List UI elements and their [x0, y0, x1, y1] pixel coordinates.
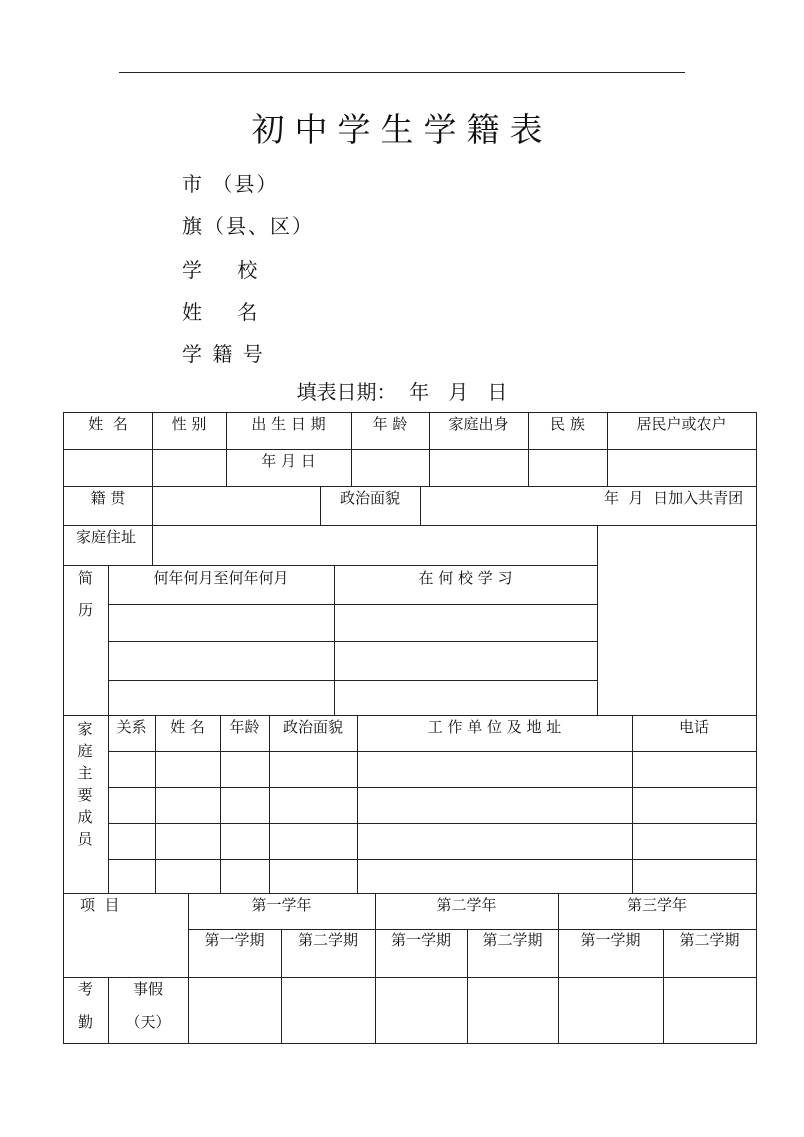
field-student-id: 学 籍 号: [182, 342, 265, 366]
label-attendance-2: 勤: [78, 1013, 94, 1031]
birthdate-value: 年 月 日: [261, 452, 316, 470]
table-grid-line: [188, 893, 189, 1044]
label-days-unit: （天）: [125, 1013, 171, 1031]
header-name: 姓 名: [88, 415, 128, 433]
table-grid-line: [63, 565, 598, 566]
table-grid-line: [756, 412, 757, 1044]
family-header-political: 政治面貌: [282, 718, 343, 736]
table-grid-line: [108, 859, 757, 860]
term-header: 第二学期: [482, 931, 543, 949]
table-grid-line: [375, 893, 376, 1044]
table-grid-line: [63, 525, 757, 526]
table-grid-line: [108, 641, 598, 642]
table-grid-line: [108, 751, 757, 752]
year-1-header: 第一学年: [251, 896, 312, 914]
header-ethnicity: 民 族: [550, 415, 585, 433]
label-home-address: 家庭住址: [76, 528, 137, 546]
league-join-date: 年 月 日加入共青团: [604, 489, 744, 507]
family-header-workplace: 工 作 单 位 及 地 址: [427, 718, 562, 736]
table-grid-line: [63, 449, 757, 450]
label-resume-2: 历: [78, 601, 94, 619]
label-attendance-1: 考: [78, 980, 94, 998]
header-family-origin: 家庭出身: [448, 415, 509, 433]
field-name: 姓 名: [182, 300, 260, 324]
table-grid-line: [63, 893, 757, 894]
table-grid-line: [108, 823, 757, 824]
resume-period-header: 何年何月至何年何月: [153, 569, 289, 587]
table-grid-line: [108, 680, 598, 681]
label-resume-1: 简: [78, 569, 94, 587]
table-grid-line: [63, 486, 757, 487]
label-political-status: 政治面貌: [339, 489, 400, 507]
table-grid-line: [597, 525, 598, 715]
table-grid-line: [558, 893, 559, 1044]
header-gender: 性 别: [171, 415, 207, 433]
table-grid-line: [152, 525, 153, 565]
label-item: 项 目: [80, 896, 120, 914]
table-grid-line: [220, 715, 221, 893]
header-age: 年 龄: [372, 415, 408, 433]
table-grid-line: [632, 715, 633, 893]
term-header: 第二学期: [679, 931, 740, 949]
table-grid-line: [420, 486, 421, 526]
table-grid-line: [63, 412, 64, 1044]
term-header: 第一学期: [204, 931, 265, 949]
family-header-phone: 电话: [678, 718, 709, 736]
page-title: 初中学生学籍表: [251, 110, 553, 149]
family-header-name: 姓 名: [170, 718, 205, 736]
term-header: 第一学期: [390, 931, 451, 949]
field-city: 市 （县）: [182, 172, 279, 196]
table-grid-line: [63, 1043, 757, 1044]
table-grid-line: [63, 715, 757, 716]
table-grid-line: [188, 929, 757, 930]
header-rule: [119, 72, 685, 73]
table-grid-line: [63, 412, 757, 413]
year-3-header: 第三学年: [626, 896, 687, 914]
header-household-type: 居民户或农户: [636, 415, 727, 433]
term-header: 第一学期: [580, 931, 641, 949]
table-grid-line: [357, 715, 358, 893]
table-grid-line: [108, 604, 598, 605]
field-school: 学 校: [182, 258, 260, 282]
header-birthdate: 出 生 日 期: [251, 415, 326, 433]
family-header-relation: 关系: [116, 718, 147, 736]
table-grid-line: [269, 715, 270, 893]
table-grid-line: [108, 787, 757, 788]
year-2-header: 第二学年: [436, 896, 497, 914]
table-grid-line: [334, 565, 335, 715]
fill-date: 填表日期： 年 月 日: [296, 380, 508, 404]
table-grid-line: [63, 977, 757, 978]
table-grid-line: [108, 715, 109, 893]
resume-school-header: 在 何 校 学 习: [418, 569, 513, 587]
term-header: 第二学期: [297, 931, 358, 949]
table-grid-line: [108, 565, 109, 715]
family-header-age: 年龄: [229, 718, 260, 736]
field-county: 旗（县、区）: [182, 214, 314, 238]
label-personal-leave: 事假: [132, 980, 163, 998]
table-grid-line: [155, 715, 156, 893]
label-family-members: 家 庭 主 要 成 员: [77, 720, 93, 848]
label-native-place: 籍 贯: [90, 489, 126, 507]
